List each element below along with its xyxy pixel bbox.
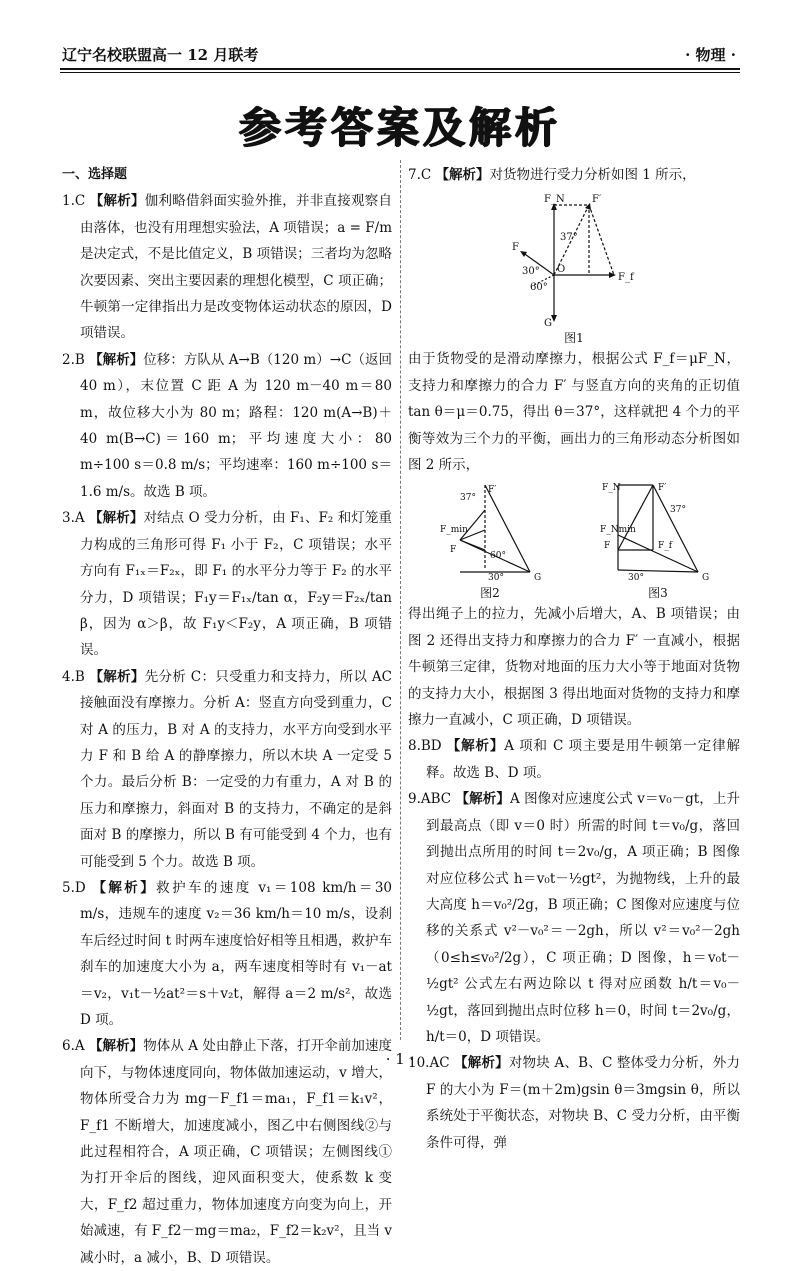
fig2-label-f: F	[450, 545, 457, 556]
analysis-tag: 【解析】	[89, 668, 145, 685]
analysis-tag: 【解析】	[435, 167, 490, 183]
answer-number: 4.B	[62, 668, 85, 685]
fig1-label-g: G	[544, 318, 552, 330]
force-diagram-figure-1	[494, 190, 654, 330]
fig2-label-g: G	[534, 573, 542, 584]
left-column	[62, 162, 392, 1271]
analysis-tag: 【解析】	[89, 510, 144, 527]
analysis-tag: 【解析】	[89, 193, 145, 210]
answer-number: 10.AC	[408, 1055, 450, 1072]
answer-number: 6.A	[62, 1038, 85, 1055]
header-rule-thin	[60, 72, 740, 73]
answer-text: 先分析 C：只受重力和支持力，所以 AC 接触面没有摩擦力。分析 A：竖直方向受到重力，C 对 A 的压力，B 对 A 的支持力，水平方向受到水平力 F 和 B 给 A 的静摩擦力，所以木块 A 一定受 5 个力。最后分析 B：一定受的力有重力，A 对 B 的压力和摩擦力，斜面对 B 的支持力，不确定的是斜面对 B 的摩擦力，所以 B 有可能受到 4 个力，也有可能受到 5 个力。故选 B 项。	[80, 668, 393, 870]
fig1-label-fprime: F′	[592, 194, 602, 206]
answer-item	[62, 875, 392, 1033]
answer-text: 物体从 A 处由静止下落，打开伞前加速度向下，与物体速度同向，物体做加速运动，v 增大，物体所受合力为 mg－F_f1＝ma₁，F_f1＝k₁v²，F_f1 不断增大，加速度减小，图乙中右侧图线②与此过程相符合，A 项正确，C 项错误；左侧图线①为打开伞后的图线，迎风面积变大，使系数 k 变大，F_f2 超过重力，物体加速度方向变为向上，开始减速，有 F_f2－mg＝ma₂，F_f2＝k₂v²，且当 v 减小时，a 减小，B、D 项错误。	[80, 1038, 393, 1266]
answer-number: 1.C	[62, 193, 86, 210]
answer-text: 救护车的速度 v₁＝108 km/h＝30 m/s，违规车的速度 v₂＝36 km/h＝10 m/s，设刹车后经过时间 t 时两车速度恰好相等且相遇，救护车刹车的加速度大小为 a，两车速度相等时有 v₁－at＝v₂，v₁t－½at²＝s＋v₂t，解得 a＝2 m/s²，故选 D 项。	[80, 879, 393, 1028]
fig3-label-fprime: F′	[658, 483, 667, 494]
figure-1-caption: 图1	[564, 331, 584, 346]
answer-text: A 项和 C 项主要是用牛顿第一定律解释。故选 B、D 项。	[426, 738, 740, 781]
answer-text: 对货物进行受力分析如图 1 所示，	[489, 167, 696, 183]
fig2-label-fprime: F′	[488, 485, 497, 496]
fig1-label-60: 60°	[530, 282, 548, 294]
answer-item	[62, 347, 392, 505]
header-left: 辽宁名校联盟高一 12 月联考	[62, 46, 259, 64]
answer-text: 对物块 A、B、C 整体受力分析，外力 F 的大小为 F＝(m＋2m)gsin θ＝3mgsin θ，所以系统处于平衡状态，对物块 B、C 受力分析，由平衡条件可得，弹	[426, 1055, 740, 1151]
answer-item	[62, 505, 392, 663]
answer-number: 7.C	[408, 167, 432, 183]
fig1-label-37: 37°	[560, 232, 578, 244]
answer-text: A 图像对应速度公式 v＝v₀－gt，上升到最高点（即 v＝0 时）所需的时间 t＝v₀/g，落回到抛出点所用的时间 t＝2v₀/g，A 项正确；B 图像对应位移公式 h＝v₀t－½gt²，为抛物线，上升的最大高度 h＝v₀²/2g，B 项正确；C 图像对应速度与位移的关系式 v²－v₀²＝－2gh，所以 v²＝v₀²－2gh（0≤h≤v₀²/2g），C 项正确；D 图像，h＝v₀t－½gt² 公式左右两边除以 t 得对应函数 h/t＝v₀－½gt，落回到抛出点时位移 h＝0，时间 t＝2v₀/g，h/t＝0，D 项错误。	[426, 791, 740, 1045]
answer-number: 5.D	[62, 879, 86, 896]
section-title: 一、选择题	[62, 167, 128, 182]
figure-3-caption: 图3	[648, 586, 668, 601]
answer-paragraph: 得出绳子上的拉力，先减小后增大，A、B 项错误；由图 2 还得出支持力和摩擦力的合力 F′ 一直减小，根据牛顿第三定律，货物对地面的压力大小等于地面对货物的支持力大小，根据图 3 得出地面对货物的支持力和摩擦力一直减小，C 项正确，D 项错误。	[408, 606, 740, 729]
fig3-label-37: 37°	[670, 505, 686, 516]
answer-number: 9.ABC	[408, 791, 452, 808]
fig3-label-ff: F_f	[658, 541, 673, 552]
fig1-label-30: 30°	[522, 266, 540, 278]
analysis-tag: 【解析】	[92, 879, 157, 896]
figures-2-3	[408, 478, 740, 601]
page-title: 参考答案及解析	[238, 103, 561, 152]
analysis-tag: 【解析】	[89, 1038, 144, 1055]
force-diagram-figure-2	[430, 480, 550, 585]
right-column	[408, 162, 740, 1156]
fig1-label-o: O	[557, 264, 566, 276]
answer-number: 2.B	[62, 351, 85, 368]
fig1-label-f: F	[512, 242, 519, 254]
analysis-tag: 【解析】	[454, 1055, 509, 1072]
answer-item	[408, 733, 740, 786]
header-right: · 物理 ·	[685, 46, 736, 64]
header-rule	[60, 68, 740, 70]
analysis-tag: 【解析】	[89, 351, 144, 368]
force-diagram-figure-3	[598, 480, 718, 585]
fig1-label-fn: F_N	[544, 194, 565, 206]
fig3-label-g: G	[702, 573, 710, 584]
answer-item	[62, 664, 392, 875]
page-number: · 1 ·	[385, 1050, 415, 1068]
analysis-tag: 【解析】	[455, 791, 510, 808]
answer-item	[62, 188, 392, 346]
answer-text: 位移：方队从 A→B（120 m）→C（返回 40 m），末位置 C 距 A 为 120 m－40 m＝80 m，故位移大小为 80 m；路程：120 m(A→B)＋40 m(B→C)＝160 m；平均速度大小：80 m÷100 s＝0.8 m/s；平均速率：160 m÷100 s＝1.6 m/s。故选 B 项。	[80, 351, 392, 500]
fig3-label-fnmin: F_Nmin	[600, 525, 636, 536]
fig2-label-37: 37°	[460, 493, 476, 504]
figure-3	[588, 478, 728, 601]
figure-2-caption: 图2	[480, 586, 500, 601]
fig2-label-60: 60°	[490, 551, 506, 562]
fig3-label-f: F	[604, 541, 611, 552]
fig2-label-fmin: F_min	[440, 525, 468, 536]
answer-item	[408, 162, 740, 188]
figure-2	[420, 478, 560, 601]
answer-item	[408, 786, 740, 1050]
answer-text: 对结点 O 受力分析，由 F₁、F₂ 和灯笼重力构成的三角形可得 F₁ 小于 F₂，C 项错误；水平方向有 F₁ₓ＝F₂ₓ，即 F₁ 的水平分力等于 F₂ 的水平分力，D 项错误；F₁y＝F₁ₓ/tan α，F₂y＝F₂ₓ/tan β，因为 α＞β，故 F₁y＜F₂y，A 项正确，B 项错误。	[80, 510, 393, 659]
answer-number: 3.A	[62, 510, 85, 527]
answer-paragraph: 由于货物受的是滑动摩擦力，根据公式 F_f＝μF_N，支持力和摩擦力的合力 F′ 与竖直方向的夹角的正切值 tan θ＝μ＝0.75，得出 θ＝37°，这样就把 4 个力的平衡等效为三个力的平衡，画出力的三角形动态分析图如图 2 所示，	[408, 351, 740, 474]
fig3-label-fn: F_N	[602, 483, 621, 494]
fig2-label-30: 30°	[488, 573, 504, 584]
fig3-label-30: 30°	[628, 573, 644, 584]
analysis-tag: 【解析】	[446, 738, 505, 755]
answer-item	[62, 1033, 392, 1271]
column-divider	[400, 160, 401, 1040]
answer-text: 伽利略借斜面实验外推，并非直接观察自由落体，也没有用理想实验法，A 项错误；a = F/m 是决定式，不是比值定义，B 项错误；三者均为忽略次要因素、突出主要因素的理想化模型，C 项正确；牛顿第一定律指出力是改变物体运动状态的原因，D 项错误。	[80, 193, 393, 342]
fig1-label-ff: F_f	[618, 272, 634, 284]
answer-number: 8.BD	[408, 738, 442, 755]
